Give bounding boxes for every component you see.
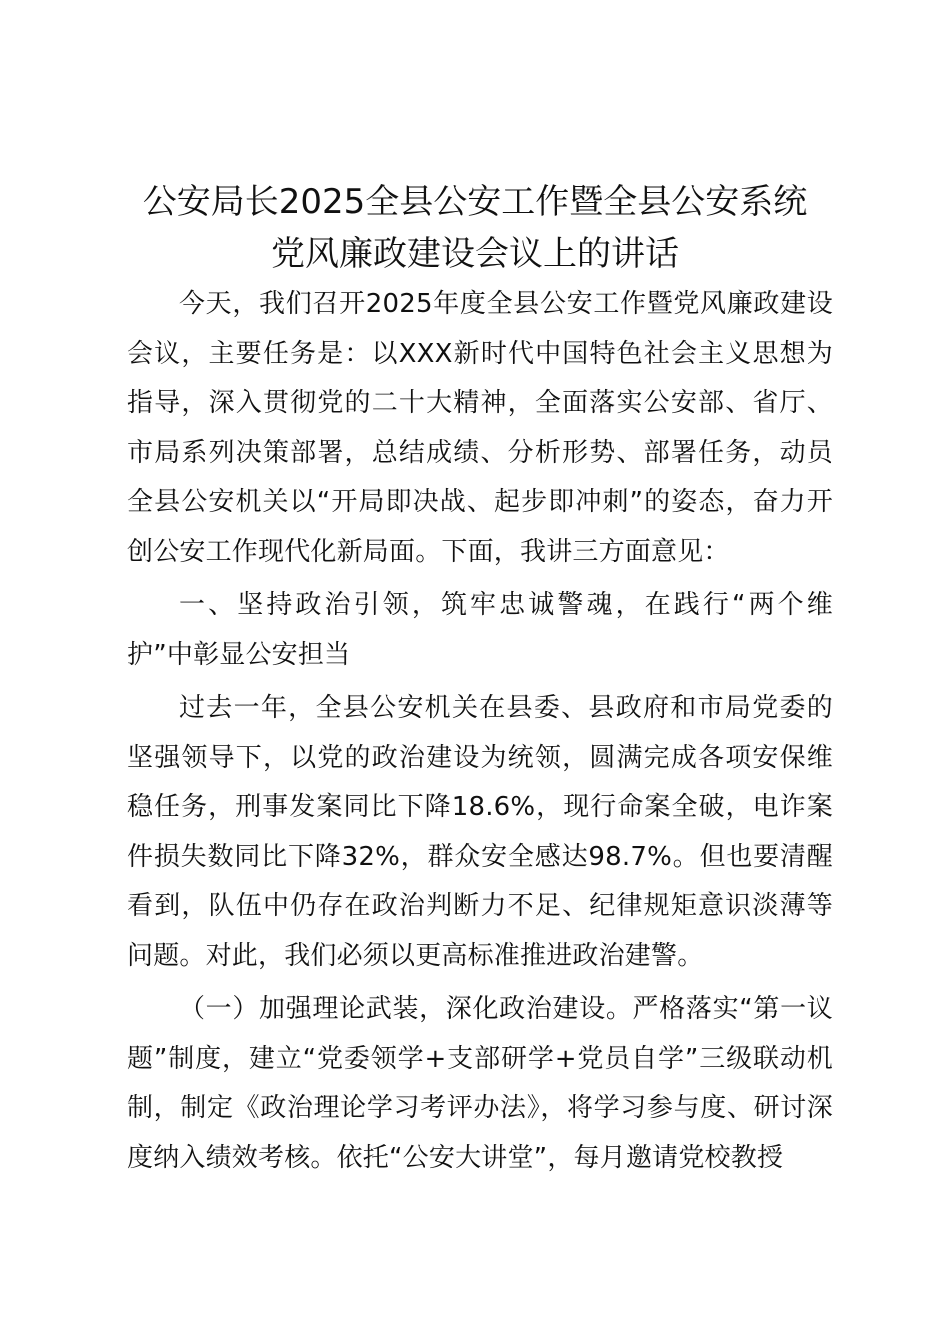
document-body xyxy=(127,280,833,1183)
title-line-1: 公安局长2025全县公安工作暨全县公安系统 xyxy=(142,182,808,222)
paragraph-subsection-1: （一）加强理论武装，深化政治建设。严格落实“第一议题”制度，建立“党委领学+支部研学+党员自学”三级联动机制，制定《政治理论学习考评办法》，将学习参与度、研讨深度纳入绩效考核。依托“公安大讲堂”，每月邀请党校教授 xyxy=(127,994,833,1173)
title-line-2: 党风廉政建设会议上的讲话 xyxy=(271,234,679,274)
paragraph-intro: 今天，我们召开2025年度全县公安工作暨党风廉政建设会议，主要任务是：以XXX新时代中国特色社会主义思想为指导，深入贯彻党的二十大精神，全面落实公安部、省厅、市局系列决策部署，总结成绩、分析形势、部署任务，动员全县公安机关以“开局即决战、起步即冲刺”的姿态，奋力开创公安工作现代化新局面。下面，我讲三方面意见： xyxy=(127,289,833,567)
document-title xyxy=(100,176,850,280)
paragraph-review: 过去一年，全县公安机关在县委、县政府和市局党委的坚强领导下，以党的政治建设为统领，圆满完成各项安保维稳任务，刑事发案同比下降18.6%，现行命案全破，电诈案件损失数同比下降32%，群众安全感达98.7%。但也要清醒看到，队伍中仍存在政治判断力不足、纪律规矩意识淡薄等问题。对此，我们必须以更高标准推进政治建警。 xyxy=(127,693,833,971)
section-heading-1: 一、坚持政治引领，筑牢忠诚警魂，在践行“两个维护”中彰显公安担当 xyxy=(127,590,833,670)
